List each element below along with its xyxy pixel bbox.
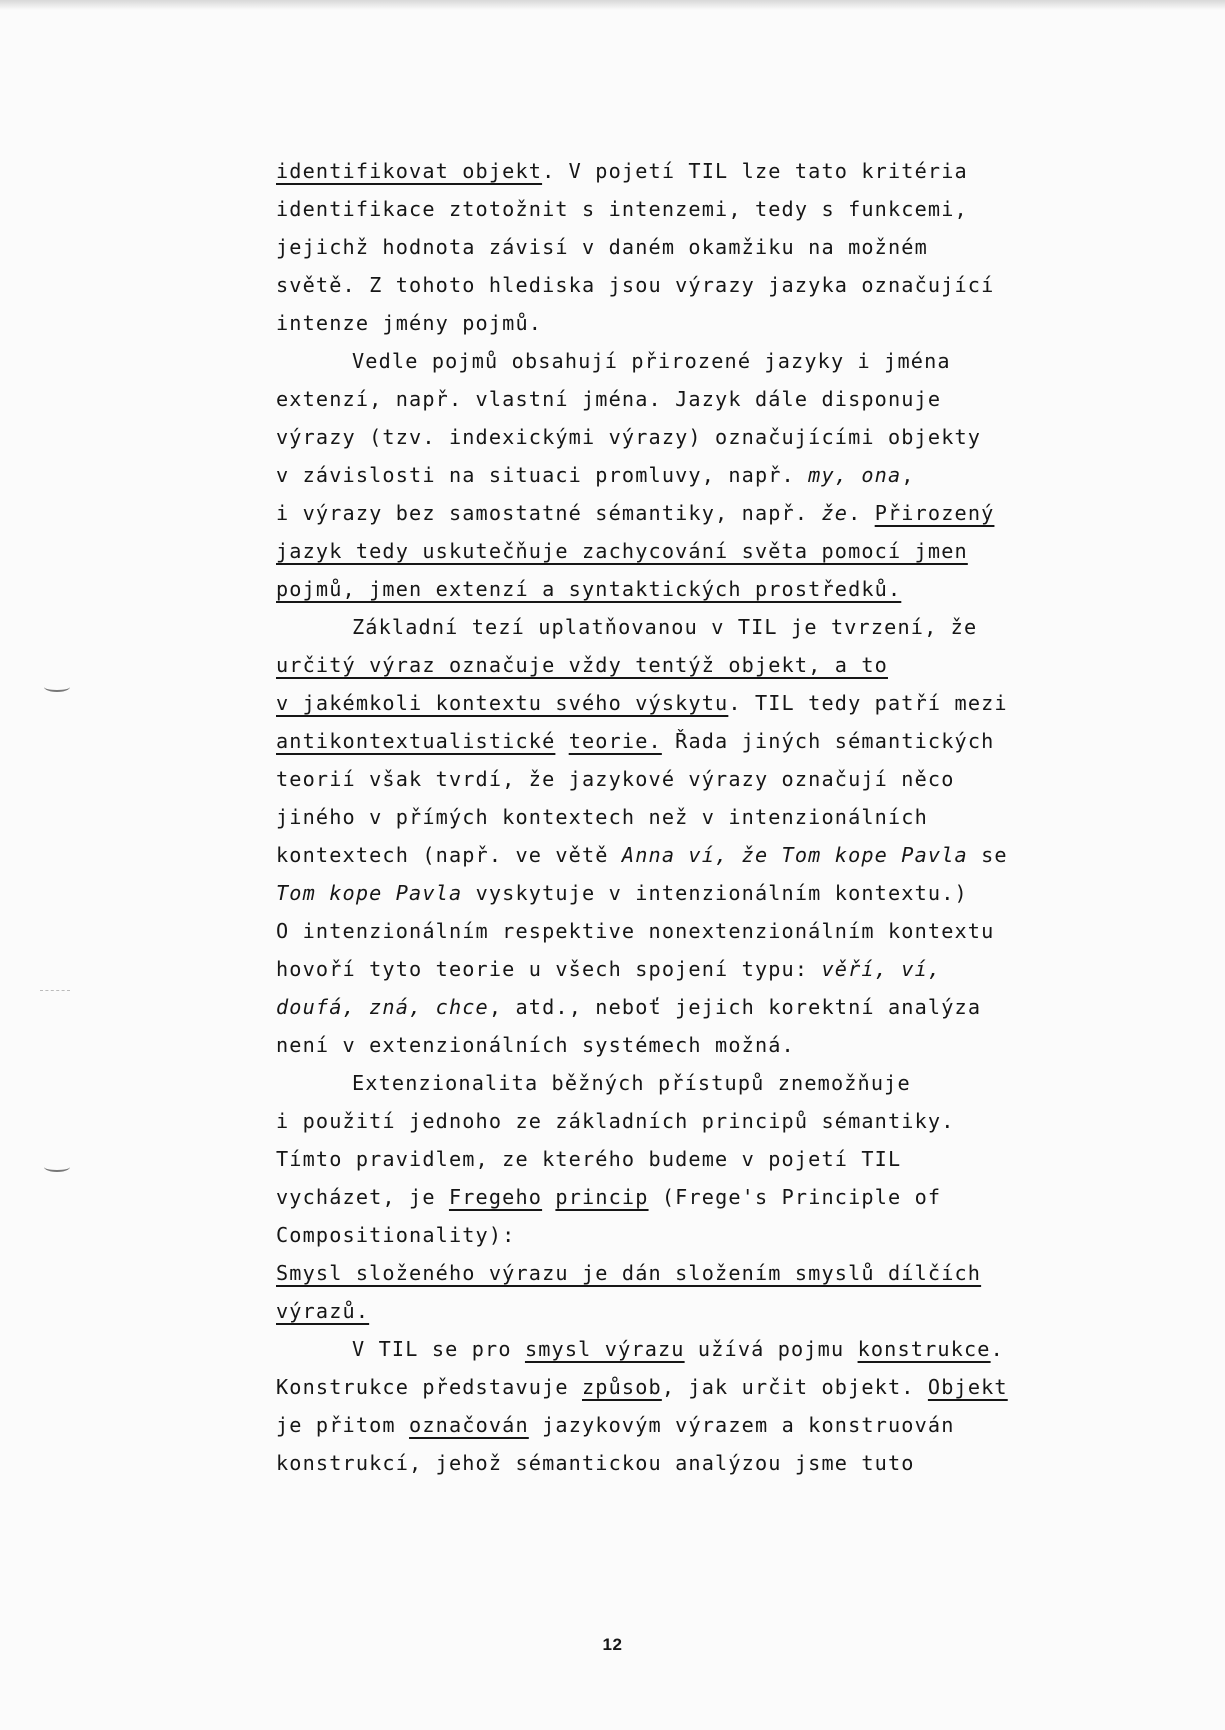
underlined-text: určitý výraz označuje vždy tentýž objekt, a to	[276, 653, 888, 677]
text-line	[276, 1178, 1136, 1216]
text-segment: je přitom	[276, 1413, 410, 1437]
underlined-text: konstrukce	[857, 1337, 991, 1361]
text-line	[276, 380, 1136, 418]
underlined-text: jazyk tedy uskutečňuje zachycování světa pomocí jmen	[276, 539, 968, 563]
text-line	[276, 874, 1136, 912]
text-line	[276, 1216, 1136, 1254]
text-line	[276, 1406, 1136, 1444]
text-segment: O intenzionálním respektive nonextenzionálním kontextu	[276, 919, 995, 943]
text-segment: Extenzionalita běžných přístupů znemožňuje	[352, 1071, 911, 1095]
underlined-text: Přirozený	[874, 501, 995, 525]
text-segment: i použití jednoho ze základních principů sémantiky.	[276, 1109, 955, 1133]
text-segment: světě. Z tohoto hlediska jsou výrazy jazyka označující	[276, 273, 995, 297]
italic-text: že	[821, 501, 849, 525]
text-line	[276, 342, 1136, 380]
text-line	[276, 1140, 1136, 1178]
text-segment: konstrukcí, jehož sémantickou analýzou jsme tuto	[276, 1451, 915, 1475]
underlined-text: antikontextualistické	[276, 729, 556, 753]
text-segment: Compositionality):	[276, 1223, 516, 1247]
text-line	[276, 684, 1136, 722]
text-line	[276, 190, 1136, 228]
italic-text: my, ona	[808, 463, 902, 487]
text-line	[276, 912, 1136, 950]
text-segment: Tímto pravidlem, ze kterého budeme v pojetí TIL	[276, 1147, 902, 1171]
italic-text: Anna ví, že Tom kope Pavla	[621, 843, 968, 867]
text-segment: .	[848, 501, 875, 525]
text-line	[276, 152, 1136, 190]
text-segment: (Frege's Principle of	[648, 1185, 942, 1209]
text-segment: v závislosti na situaci promluvy, např.	[276, 463, 809, 487]
text-line	[276, 1330, 1136, 1368]
text-segment: Konstrukce představuje	[276, 1375, 582, 1399]
text-segment	[542, 1185, 555, 1209]
underlined-text: Objekt	[927, 1375, 1008, 1399]
text-line	[276, 1064, 1136, 1102]
text-line	[276, 646, 1136, 684]
text-segment: vyskytuje v intenzionálním kontextu.)	[462, 881, 968, 905]
scan-edge	[0, 0, 1225, 10]
text-line	[276, 722, 1136, 760]
text-segment: kontextech (např. ve větě	[276, 843, 622, 867]
italic-text: věří, ví,	[821, 957, 942, 981]
binding-mark	[44, 682, 70, 692]
text-segment: jiného v přímých kontextech než v intenzionálních	[276, 805, 928, 829]
text-line	[276, 988, 1136, 1026]
italic-text: Tom kope Pavla	[276, 881, 463, 905]
text-segment: .	[990, 1337, 1004, 1361]
underlined-text: smysl výrazu	[524, 1337, 685, 1361]
text-line	[276, 608, 1136, 646]
text-segment: extenzí, např. vlastní jména. Jazyk dále disponuje	[276, 387, 942, 411]
underlined-text: teorie.	[568, 729, 662, 753]
text-segment: V TIL se pro	[352, 1337, 525, 1361]
text-segment: . TIL tedy patří mezi	[728, 691, 1008, 715]
text-segment: vycházet, je	[276, 1185, 449, 1209]
text-segment: , jak určit objekt.	[661, 1375, 928, 1399]
underlined-text: výrazů.	[276, 1299, 370, 1323]
text-segment: hovoří tyto teorie u všech spojení typu:	[276, 957, 822, 981]
text-line	[276, 798, 1136, 836]
text-segment: identifikace ztotožnit s intenzemi, tedy s funkcemi,	[276, 197, 968, 221]
text-line	[276, 456, 1136, 494]
text-line	[276, 1444, 1136, 1482]
text-segment: užívá pojmu	[684, 1337, 858, 1361]
text-segment: jejichž hodnota závisí v daném okamžiku na možném	[276, 235, 928, 259]
text-line	[276, 760, 1136, 798]
underlined-text: způsob	[582, 1375, 662, 1399]
text-segment: Vedle pojmů obsahují přirozené jazyky i jména	[352, 349, 951, 373]
text-line	[276, 532, 1136, 570]
text-line	[276, 304, 1136, 342]
text-line	[276, 266, 1136, 304]
body-text	[276, 152, 1136, 1482]
text-segment	[555, 729, 568, 753]
text-segment: i výrazy bez samostatné sémantiky, např.	[276, 501, 822, 525]
text-line	[276, 418, 1136, 456]
text-line	[276, 1102, 1136, 1140]
text-line	[276, 950, 1136, 988]
text-line	[276, 570, 1136, 608]
underlined-text: Fregeho	[448, 1185, 543, 1209]
binding-mark	[44, 1162, 70, 1172]
underlined-text: princip	[555, 1185, 649, 1209]
text-segment: . V pojetí TIL lze tato kritéria	[542, 159, 968, 183]
text-segment: není v extenzionálních systémech možná.	[276, 1033, 795, 1057]
page-number: 12	[602, 1635, 623, 1654]
underlined-text: v jakémkoli kontextu svého výskytu	[276, 691, 729, 715]
text-segment: , atd., neboť jejich korektní analýza	[488, 995, 982, 1019]
text-line	[276, 1026, 1136, 1064]
text-segment: Řada jiných sémantických	[661, 729, 995, 753]
italic-text: doufá, zná, chce	[276, 995, 489, 1019]
text-segment: výrazy (tzv. indexickými výrazy) označujícími objekty	[276, 425, 982, 449]
underlined-text: Smysl složeného výrazu je dán složením smyslů dílčích	[276, 1261, 982, 1285]
text-segment: ,	[901, 463, 915, 487]
text-segment: Základní tezí uplatňovanou v TIL je tvrzení, že	[352, 615, 978, 639]
text-segment: intenze jmény pojmů.	[276, 311, 543, 335]
underlined-text: označován	[409, 1413, 529, 1437]
underlined-text: pojmů, jmen extenzí a syntaktických prostředků.	[276, 577, 902, 601]
underlined-text: identifikovat objekt	[276, 159, 543, 183]
text-segment: jazykovým výrazem a konstruován	[528, 1413, 955, 1437]
text-line	[276, 494, 1136, 532]
text-line	[276, 1292, 1136, 1330]
margin-dash	[40, 990, 70, 991]
text-line	[276, 1254, 1136, 1292]
text-segment: se	[967, 843, 1008, 867]
text-line	[276, 1368, 1136, 1406]
text-segment: teorií však tvrdí, že jazykové výrazy označují něco	[276, 767, 955, 791]
text-line	[276, 228, 1136, 266]
text-line	[276, 836, 1136, 874]
